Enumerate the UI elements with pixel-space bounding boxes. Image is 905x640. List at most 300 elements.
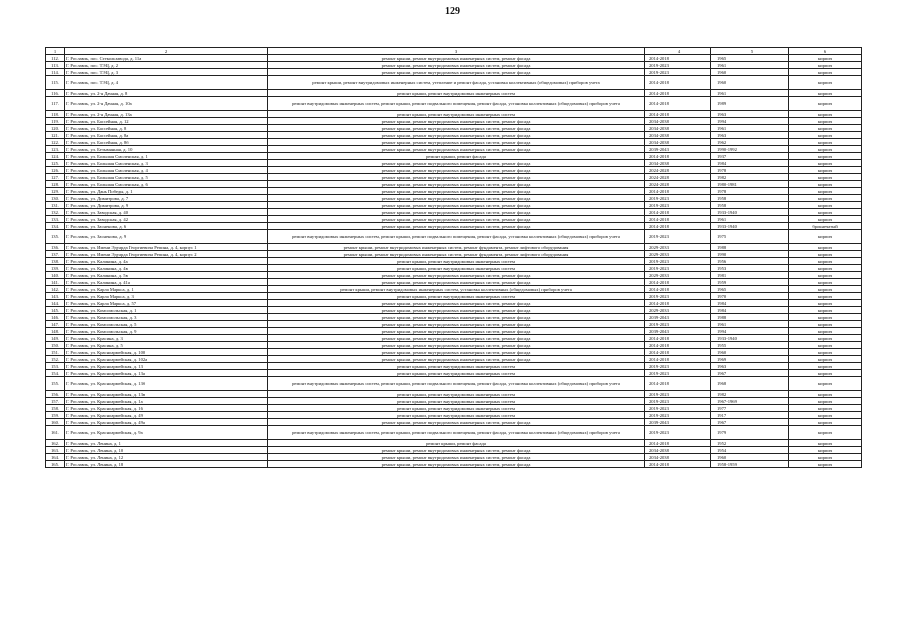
row-number-cell: 157.: [46, 398, 65, 405]
period-cell: 2019-2023: [645, 363, 711, 370]
table-row: [46, 342, 862, 349]
year-cell: 1961: [711, 216, 789, 223]
period-cell: 2014-2018: [645, 279, 711, 286]
works-cell: ремонт крыши, ремонт внутридомовых инженерных систем, ремонт фасада: [268, 349, 645, 356]
wall-material-cell: кирпич: [789, 447, 862, 454]
table-row: [46, 454, 862, 461]
year-cell: 1967-1969: [711, 398, 789, 405]
table-row: [46, 447, 862, 454]
year-cell: 1961: [711, 321, 789, 328]
wall-material-cell: кирпич: [789, 314, 862, 321]
wall-material-cell: кирпич: [789, 279, 862, 286]
period-cell: 2014-2018: [645, 300, 711, 307]
column-number: 1: [46, 48, 65, 55]
row-number-cell: 153.: [46, 363, 65, 370]
works-cell: ремонт крыши, ремонт внутридомовых инженерных систем: [268, 258, 645, 265]
wall-material-cell: кирпич: [789, 265, 862, 272]
wall-material-cell: кирпич: [789, 412, 862, 419]
table-row: [46, 391, 862, 398]
wall-material-cell: кирпич: [789, 132, 862, 139]
address-cell: Г. Рославль, ул. Ленина, д. 12: [65, 454, 268, 461]
period-cell: 2024-2028: [645, 167, 711, 174]
address-cell: Г. Рославль, пос. ТЭЦ, д. 3: [65, 69, 268, 76]
address-cell: Г. Рославль, ул. Калинина, д. 5в: [65, 272, 268, 279]
address-cell: Г. Рославль, ул. Красноармейская, д. 49: [65, 412, 268, 419]
works-cell: ремонт крыши, ремонт внутридомовых инженерных систем, ремонт фасада: [268, 55, 645, 62]
wall-material-cell: кирпич: [789, 426, 862, 440]
works-cell: ремонт крыши, ремонт внутридомовых инженерных систем, ремонт фасада: [268, 69, 645, 76]
period-cell: 2034-2038: [645, 132, 711, 139]
address-cell: Г. Рославль, ул. 2-я Дачная, д. 8: [65, 90, 268, 97]
address-cell: Г. Рославль, ул. Калинина, д. 4а: [65, 258, 268, 265]
period-cell: 2019-2023: [645, 202, 711, 209]
address-cell: Г. Рославль, ул. Красноармейская, д. 1а: [65, 398, 268, 405]
works-cell: ремонт крыши, ремонт внутридомовых инженерных систем, ремонт фасада: [268, 139, 645, 146]
address-cell: Г. Рославль, ул. 2-я Дачная, д. 10а: [65, 97, 268, 111]
address-cell: Г. Рославль, ул. Заводская, д. 42: [65, 216, 268, 223]
table-row: [46, 272, 862, 279]
address-cell: Г. Рославль, ул. Комсомольская, д. 5: [65, 321, 268, 328]
period-cell: 2019-2023: [645, 370, 711, 377]
table-row: [46, 321, 862, 328]
address-cell: Г. Рославль, ул. Красина, д. 5: [65, 342, 268, 349]
row-number-cell: 149.: [46, 335, 65, 342]
table-row: [46, 132, 862, 139]
table-row: [46, 76, 862, 90]
year-cell: 1917: [711, 412, 789, 419]
year-cell: 1977: [711, 405, 789, 412]
row-number-cell: 118.: [46, 111, 65, 118]
period-cell: 2019-2023: [645, 69, 711, 76]
works-cell: ремонт крыши, ремонт внутридомовых инженерных систем, ремонт фасада: [268, 272, 645, 279]
year-cell: 1937: [711, 153, 789, 160]
address-cell: Г. Рославль, ул. Димитрова, д. 9: [65, 202, 268, 209]
wall-material-cell: кирпич: [789, 398, 862, 405]
works-cell: ремонт крыши, ремонт внутридомовых инженерных систем, утепление и ремонт фасада, установка коллективных (общедомовых) приборов учета: [268, 76, 645, 90]
row-number-cell: 164.: [46, 454, 65, 461]
year-cell: 1933-1940: [711, 335, 789, 342]
period-cell: 2014-2018: [645, 209, 711, 216]
wall-material-cell: кирпич: [789, 209, 862, 216]
works-cell: ремонт крыши, ремонт внутридомовых инженерных систем: [268, 265, 645, 272]
works-cell: ремонт крыши, ремонт внутридомовых инженерных систем: [268, 391, 645, 398]
table-row: [46, 146, 862, 153]
year-cell: 1979: [711, 426, 789, 440]
year-cell: 1982: [711, 391, 789, 398]
works-cell: ремонт крыши, ремонт внутридомовых инженерных систем: [268, 293, 645, 300]
year-cell: 1958: [711, 202, 789, 209]
year-cell: 1988: [711, 244, 789, 251]
address-cell: Г. Рославль, ул. Красина, д. 3: [65, 335, 268, 342]
row-number-cell: 152.: [46, 356, 65, 363]
works-cell: ремонт крыши, ремонт внутридомовых инженерных систем, ремонт фасада: [268, 461, 645, 468]
works-cell: ремонт крыши, ремонт внутридомовых инженерных систем: [268, 111, 645, 118]
table-row: [46, 209, 862, 216]
year-cell: 1994: [711, 328, 789, 335]
wall-material-cell: кирпич: [789, 272, 862, 279]
period-cell: 2014-2018: [645, 188, 711, 195]
works-cell: ремонт крыши, ремонт внутридомовых инженерных систем, ремонт фасада: [268, 118, 645, 125]
table-row: [46, 279, 862, 286]
year-cell: 1933-1940: [711, 223, 789, 230]
table-row: [46, 69, 862, 76]
table-row: [46, 181, 862, 188]
year-cell: 1970: [711, 293, 789, 300]
table-row: [46, 293, 862, 300]
row-number-cell: 113.: [46, 62, 65, 69]
period-cell: 2019-2023: [645, 62, 711, 69]
works-cell: ремонт крыши, ремонт внутридомовых инженерных систем, ремонт фасада: [268, 314, 645, 321]
row-number-cell: 139.: [46, 265, 65, 272]
wall-material-cell: кирпич: [789, 181, 862, 188]
table-row: [46, 405, 862, 412]
address-cell: Г. Рославль, ул. Калинина, д. 4в: [65, 265, 268, 272]
address-cell: Г. Рославль, ул. Имени Эдуарда Георгиевича Репина, д. 4, корпус 2: [65, 251, 268, 258]
table-row: [46, 216, 862, 223]
wall-material-cell: кирпич: [789, 76, 862, 90]
row-number-cell: 120.: [46, 125, 65, 132]
period-cell: 2024-2028: [645, 181, 711, 188]
row-number-cell: 114.: [46, 69, 65, 76]
works-table-body: [46, 48, 862, 468]
address-cell: Г. Рославль, ул. Большая Смоленская, д. 1: [65, 153, 268, 160]
wall-material-cell: кирпич: [789, 461, 862, 468]
year-cell: 1960: [711, 76, 789, 90]
column-number: 4: [645, 48, 711, 55]
row-number-cell: 142.: [46, 286, 65, 293]
table-row: [46, 118, 862, 125]
year-cell: 1988: [711, 314, 789, 321]
year-cell: 1956: [711, 258, 789, 265]
period-cell: 2019-2023: [645, 265, 711, 272]
works-cell: ремонт крыши, ремонт внутридомовых инженерных систем: [268, 398, 645, 405]
works-cell: ремонт крыши, ремонт внутридомовых инженерных систем, ремонт фасада: [268, 188, 645, 195]
works-cell: ремонт крыши, ремонт внутридомовых инженерных систем, ремонт фасада: [268, 328, 645, 335]
period-cell: 2019-2023: [645, 230, 711, 244]
wall-material-cell: кирпич: [789, 97, 862, 111]
table-row: [46, 244, 862, 251]
address-cell: Г. Рославль, ул. Ленина, д. 1: [65, 440, 268, 447]
works-cell: ремонт крыши, ремонт внутридомовых инженерных систем, ремонт фасада: [268, 146, 645, 153]
table-row: [46, 90, 862, 97]
period-cell: 2014-2018: [645, 286, 711, 293]
address-cell: Г. Рославль, ул. Большая Смоленская, д. 3: [65, 160, 268, 167]
period-cell: 2019-2023: [645, 405, 711, 412]
period-cell: 2039-2043: [645, 419, 711, 426]
wall-material-cell: кирпич: [789, 174, 862, 181]
period-cell: 2014-2018: [645, 349, 711, 356]
address-cell: Г. Рославль, ул. Красноармейская, д. 13в: [65, 391, 268, 398]
year-cell: 1933-1940: [711, 209, 789, 216]
period-cell: 2034-2038: [645, 118, 711, 125]
wall-material-cell: кирпич: [789, 307, 862, 314]
table-row: [46, 314, 862, 321]
works-cell: ремонт крыши, ремонт внутридомовых инженерных систем, ремонт фундамента, ремонт лифтового оборудования: [268, 244, 645, 251]
wall-material-cell: кирпич: [789, 195, 862, 202]
table-row: [46, 55, 862, 62]
wall-material-cell: кирпич: [789, 349, 862, 356]
address-cell: Г. Рославль, пос. ТЭЦ, д. 4: [65, 76, 268, 90]
year-cell: 1952: [711, 440, 789, 447]
works-cell: ремонт крыши, ремонт внутридомовых инженерных систем: [268, 405, 645, 412]
address-cell: Г. Рославль, ул. Красноармейская, д. 100: [65, 349, 268, 356]
works-cell: ремонт крыши, ремонт внутридомовых инженерных систем, ремонт фасада: [268, 167, 645, 174]
column-number-row: [46, 48, 862, 55]
address-cell: Г. Рославль, ул. Красноармейская, д. 16: [65, 405, 268, 412]
year-cell: 1969: [711, 356, 789, 363]
row-number-cell: 162.: [46, 440, 65, 447]
period-cell: 2014-2018: [645, 97, 711, 111]
table-row: [46, 202, 862, 209]
table-row: [46, 370, 862, 377]
row-number-cell: 159.: [46, 412, 65, 419]
table-row: [46, 419, 862, 426]
address-cell: Г. Рославль, ул. Бассейная, д. 8а: [65, 132, 268, 139]
works-cell: ремонт крыши, ремонт внутридомовых инженерных систем: [268, 412, 645, 419]
row-number-cell: 132.: [46, 209, 65, 216]
year-cell: 1960: [711, 454, 789, 461]
column-number: 2: [65, 48, 268, 55]
table-row: [46, 300, 862, 307]
wall-material-cell: кирпич: [789, 153, 862, 160]
row-number-cell: 135.: [46, 230, 65, 244]
period-cell: 2014-2018: [645, 342, 711, 349]
address-cell: Г. Рославль, ул. Карла Маркса, д. 1: [65, 286, 268, 293]
row-number-cell: 130.: [46, 195, 65, 202]
wall-material-cell: кирпич: [789, 300, 862, 307]
works-cell: ремонт крыши, ремонт фасада: [268, 153, 645, 160]
year-cell: 1961: [711, 125, 789, 132]
row-number-cell: 126.: [46, 167, 65, 174]
period-cell: 2014-2018: [645, 356, 711, 363]
table-row: [46, 286, 862, 293]
works-cell: ремонт внутридомовых инженерных систем, ремонт крыши, ремонт подвального помещения, ремонт фасада, установка коллективных (общедомовых) приборов учета: [268, 97, 645, 111]
works-cell: ремонт крыши, ремонт внутридомовых инженерных систем, ремонт фасада: [268, 279, 645, 286]
year-cell: 1980-1981: [711, 181, 789, 188]
row-number-cell: 116.: [46, 90, 65, 97]
period-cell: 2019-2023: [645, 258, 711, 265]
year-cell: 1984: [711, 300, 789, 307]
year-cell: 1963: [711, 363, 789, 370]
year-cell: 1965: [711, 55, 789, 62]
period-cell: 2014-2018: [645, 55, 711, 62]
works-cell: ремонт крыши, ремонт внутридомовых инженерных систем, ремонт фасада: [268, 160, 645, 167]
works-cell: ремонт внутридомовых инженерных систем, ремонт крыши, ремонт подвального помещения, ремонт фасада, установка коллективных (общедомовых) приборов учета: [268, 230, 645, 244]
wall-material-cell: кирпич: [789, 111, 862, 118]
works-cell: ремонт крыши, ремонт внутридомовых инженерных систем, ремонт фасада: [268, 125, 645, 132]
period-cell: 2014-2018: [645, 153, 711, 160]
works-cell: ремонт крыши, ремонт внутридомовых инженерных систем, ремонт фасада: [268, 419, 645, 426]
wall-material-cell: кирпич: [789, 55, 862, 62]
address-cell: Г. Рославль, ул. Безымянная, д. 10: [65, 146, 268, 153]
period-cell: 2019-2023: [645, 391, 711, 398]
row-number-cell: 150.: [46, 342, 65, 349]
period-cell: 2019-2023: [645, 321, 711, 328]
row-number-cell: 121.: [46, 132, 65, 139]
year-cell: 1953: [711, 265, 789, 272]
wall-material-cell: кирпич: [789, 405, 862, 412]
row-number-cell: 146.: [46, 314, 65, 321]
works-cell: ремонт крыши, ремонт внутридомовых инженерных систем, ремонт фасада: [268, 356, 645, 363]
row-number-cell: 136.: [46, 244, 65, 251]
year-cell: 1960: [711, 69, 789, 76]
address-cell: Г. Рославль, ул. Красноармейская, д. 49а: [65, 419, 268, 426]
period-cell: 2019-2023: [645, 293, 711, 300]
works-cell: ремонт крыши, ремонт внутридомовых инженерных систем, ремонт фасада: [268, 62, 645, 69]
table-row: [46, 440, 862, 447]
address-cell: Г. Рославль, ул. Карла Маркса, д. 57: [65, 300, 268, 307]
table-row: [46, 111, 862, 118]
period-cell: 2019-2023: [645, 398, 711, 405]
row-number-cell: 163.: [46, 447, 65, 454]
wall-material-cell: кирпич: [789, 188, 862, 195]
page-number: 129: [445, 6, 460, 17]
table-row: [46, 139, 862, 146]
works-cell: ремонт крыши, ремонт внутридомовых инженерных систем, ремонт фасада: [268, 209, 645, 216]
period-cell: 2029-2033: [645, 307, 711, 314]
wall-material-cell: кирпич: [789, 69, 862, 76]
table-row: [46, 167, 862, 174]
address-cell: Г. Рославль, ул. Большая Смоленская, д. 5: [65, 174, 268, 181]
row-number-cell: 123.: [46, 146, 65, 153]
period-cell: 2014-2018: [645, 377, 711, 391]
address-cell: Г. Рославль, пос. ТЭЦ, д. 2: [65, 62, 268, 69]
address-cell: Г. Рославль, ул. Дань Победы, д. 1: [65, 188, 268, 195]
wall-material-cell: кирпич: [789, 258, 862, 265]
wall-material-cell: брокнечатый: [789, 223, 862, 230]
year-cell: 1990: [711, 251, 789, 258]
wall-material-cell: кирпич: [789, 419, 862, 426]
year-cell: 1958-1959: [711, 461, 789, 468]
wall-material-cell: кирпич: [789, 363, 862, 370]
wall-material-cell: кирпич: [789, 391, 862, 398]
period-cell: 2029-2033: [645, 272, 711, 279]
year-cell: 1994: [711, 118, 789, 125]
period-cell: 2039-2043: [645, 314, 711, 321]
address-cell: Г. Рославль, ул. Ленина, д. 18: [65, 461, 268, 468]
period-cell: 2029-2033: [645, 244, 711, 251]
row-number-cell: 144.: [46, 300, 65, 307]
row-number-cell: 128.: [46, 181, 65, 188]
works-cell: ремонт крыши, ремонт внутридомовых инженерных систем, ремонт фасада: [268, 202, 645, 209]
row-number-cell: 125.: [46, 160, 65, 167]
works-cell: ремонт внутридомовых инженерных систем, ремонт крыши, ремонт подвального помещения, ремонт фасада, установка коллективных (общедомовых) приборов учета: [268, 377, 645, 391]
period-cell: 2029-2033: [645, 251, 711, 258]
row-number-cell: 129.: [46, 188, 65, 195]
period-cell: 2034-2038: [645, 454, 711, 461]
table-row: [46, 398, 862, 405]
year-cell: 1982: [711, 174, 789, 181]
year-cell: 1967: [711, 419, 789, 426]
period-cell: 2039-2043: [645, 328, 711, 335]
wall-material-cell: кирпич: [789, 440, 862, 447]
wall-material-cell: кирпич: [789, 342, 862, 349]
works-cell: ремонт крыши, ремонт внутридомовых инженерных систем, ремонт фасада: [268, 300, 645, 307]
wall-material-cell: кирпич: [789, 454, 862, 461]
works-cell: ремонт крыши, ремонт внутридомовых инженерных систем, ремонт фасада: [268, 447, 645, 454]
row-number-cell: 145.: [46, 307, 65, 314]
row-number-cell: 137.: [46, 251, 65, 258]
period-cell: 2014-2018: [645, 461, 711, 468]
works-cell: ремонт крыши, ремонт внутридомовых инженерных систем, установка коллективных (общедомовых) приборов учета: [268, 286, 645, 293]
period-cell: 2019-2023: [645, 426, 711, 440]
address-cell: Г. Рославль, ул. Комсомольская, д. 3: [65, 314, 268, 321]
address-cell: Г. Рославль, ул. Бассейная, д. 8б: [65, 139, 268, 146]
table-row: [46, 258, 862, 265]
year-cell: 1989: [711, 97, 789, 111]
row-number-cell: 143.: [46, 293, 65, 300]
wall-material-cell: кирпич: [789, 321, 862, 328]
year-cell: 1965: [711, 286, 789, 293]
works-cell: ремонт крыши, ремонт внутридомовых инженерных систем, ремонт фасада: [268, 321, 645, 328]
wall-material-cell: кирпич: [789, 202, 862, 209]
works-cell: ремонт крыши, ремонт фасада: [268, 440, 645, 447]
table-row: [46, 230, 862, 244]
works-cell: ремонт крыши, ремонт внутридомовых инженерных систем, ремонт фасада: [268, 216, 645, 223]
row-number-cell: 127.: [46, 174, 65, 181]
address-cell: Г. Рославль, пос. Стекользавода, д. 11а: [65, 55, 268, 62]
table-row: [46, 62, 862, 69]
wall-material-cell: кирпич: [789, 293, 862, 300]
year-cell: 1962: [711, 139, 789, 146]
row-number-cell: 165.: [46, 461, 65, 468]
address-cell: Г. Рославль, ул. Карла Маркса, д. 3: [65, 293, 268, 300]
wall-material-cell: кирпич: [789, 377, 862, 391]
year-cell: 1963: [711, 111, 789, 118]
wall-material-cell: кирпич: [789, 216, 862, 223]
table-row: [46, 349, 862, 356]
year-cell: 1984: [711, 307, 789, 314]
row-number-cell: 133.: [46, 216, 65, 223]
row-number-cell: 119.: [46, 118, 65, 125]
period-cell: 2014-2018: [645, 440, 711, 447]
address-cell: Г. Рославль, ул. Комсомольская, д. 9: [65, 328, 268, 335]
works-cell: ремонт крыши, ремонт внутридомовых инженерных систем, ремонт фасада: [268, 223, 645, 230]
year-cell: 1981: [711, 272, 789, 279]
row-number-cell: 158.: [46, 405, 65, 412]
address-cell: Г. Рославль, ул. Засненова, д. 6: [65, 223, 268, 230]
works-cell: ремонт крыши, ремонт внутридомовых инженерных систем, ремонт фасада: [268, 132, 645, 139]
address-cell: Г. Рославль, ул. Засненова, д. 9: [65, 230, 268, 244]
works-cell: ремонт крыши, ремонт внутридомовых инженерных систем: [268, 90, 645, 97]
address-cell: Г. Рославль, ул. Красноармейская, д. 13: [65, 363, 268, 370]
table-row: [46, 153, 862, 160]
address-cell: Г. Рославль, ул. Имени Эдуарда Георгиевича Репина, д. 4, корпус 1: [65, 244, 268, 251]
works-cell: ремонт крыши, ремонт внутридомовых инженерных систем: [268, 370, 645, 377]
period-cell: 2019-2023: [645, 412, 711, 419]
wall-material-cell: кирпич: [789, 251, 862, 258]
year-cell: 1955: [711, 342, 789, 349]
works-cell: ремонт крыши, ремонт внутридомовых инженерных систем, ремонт фасада: [268, 195, 645, 202]
row-number-cell: 151.: [46, 349, 65, 356]
works-cell: ремонт крыши, ремонт внутридомовых инженерных систем, ремонт фасада: [268, 335, 645, 342]
address-cell: Г. Рославль, ул. Красноармейская, д. 102а: [65, 356, 268, 363]
row-number-cell: 134.: [46, 223, 65, 230]
row-number-cell: 140.: [46, 272, 65, 279]
wall-material-cell: кирпич: [789, 286, 862, 293]
table-row: [46, 377, 862, 391]
wall-material-cell: кирпич: [789, 244, 862, 251]
wall-material-cell: кирпич: [789, 146, 862, 153]
address-cell: Г. Рославль, ул. Заводская, д. 40: [65, 209, 268, 216]
table-row: [46, 265, 862, 272]
wall-material-cell: кирпич: [789, 160, 862, 167]
wall-material-cell: кирпич: [789, 90, 862, 97]
wall-material-cell: кирпич: [789, 167, 862, 174]
wall-material-cell: кирпич: [789, 335, 862, 342]
address-cell: Г. Рославль, ул. Бассейная, д. 12: [65, 118, 268, 125]
table-row: [46, 356, 862, 363]
